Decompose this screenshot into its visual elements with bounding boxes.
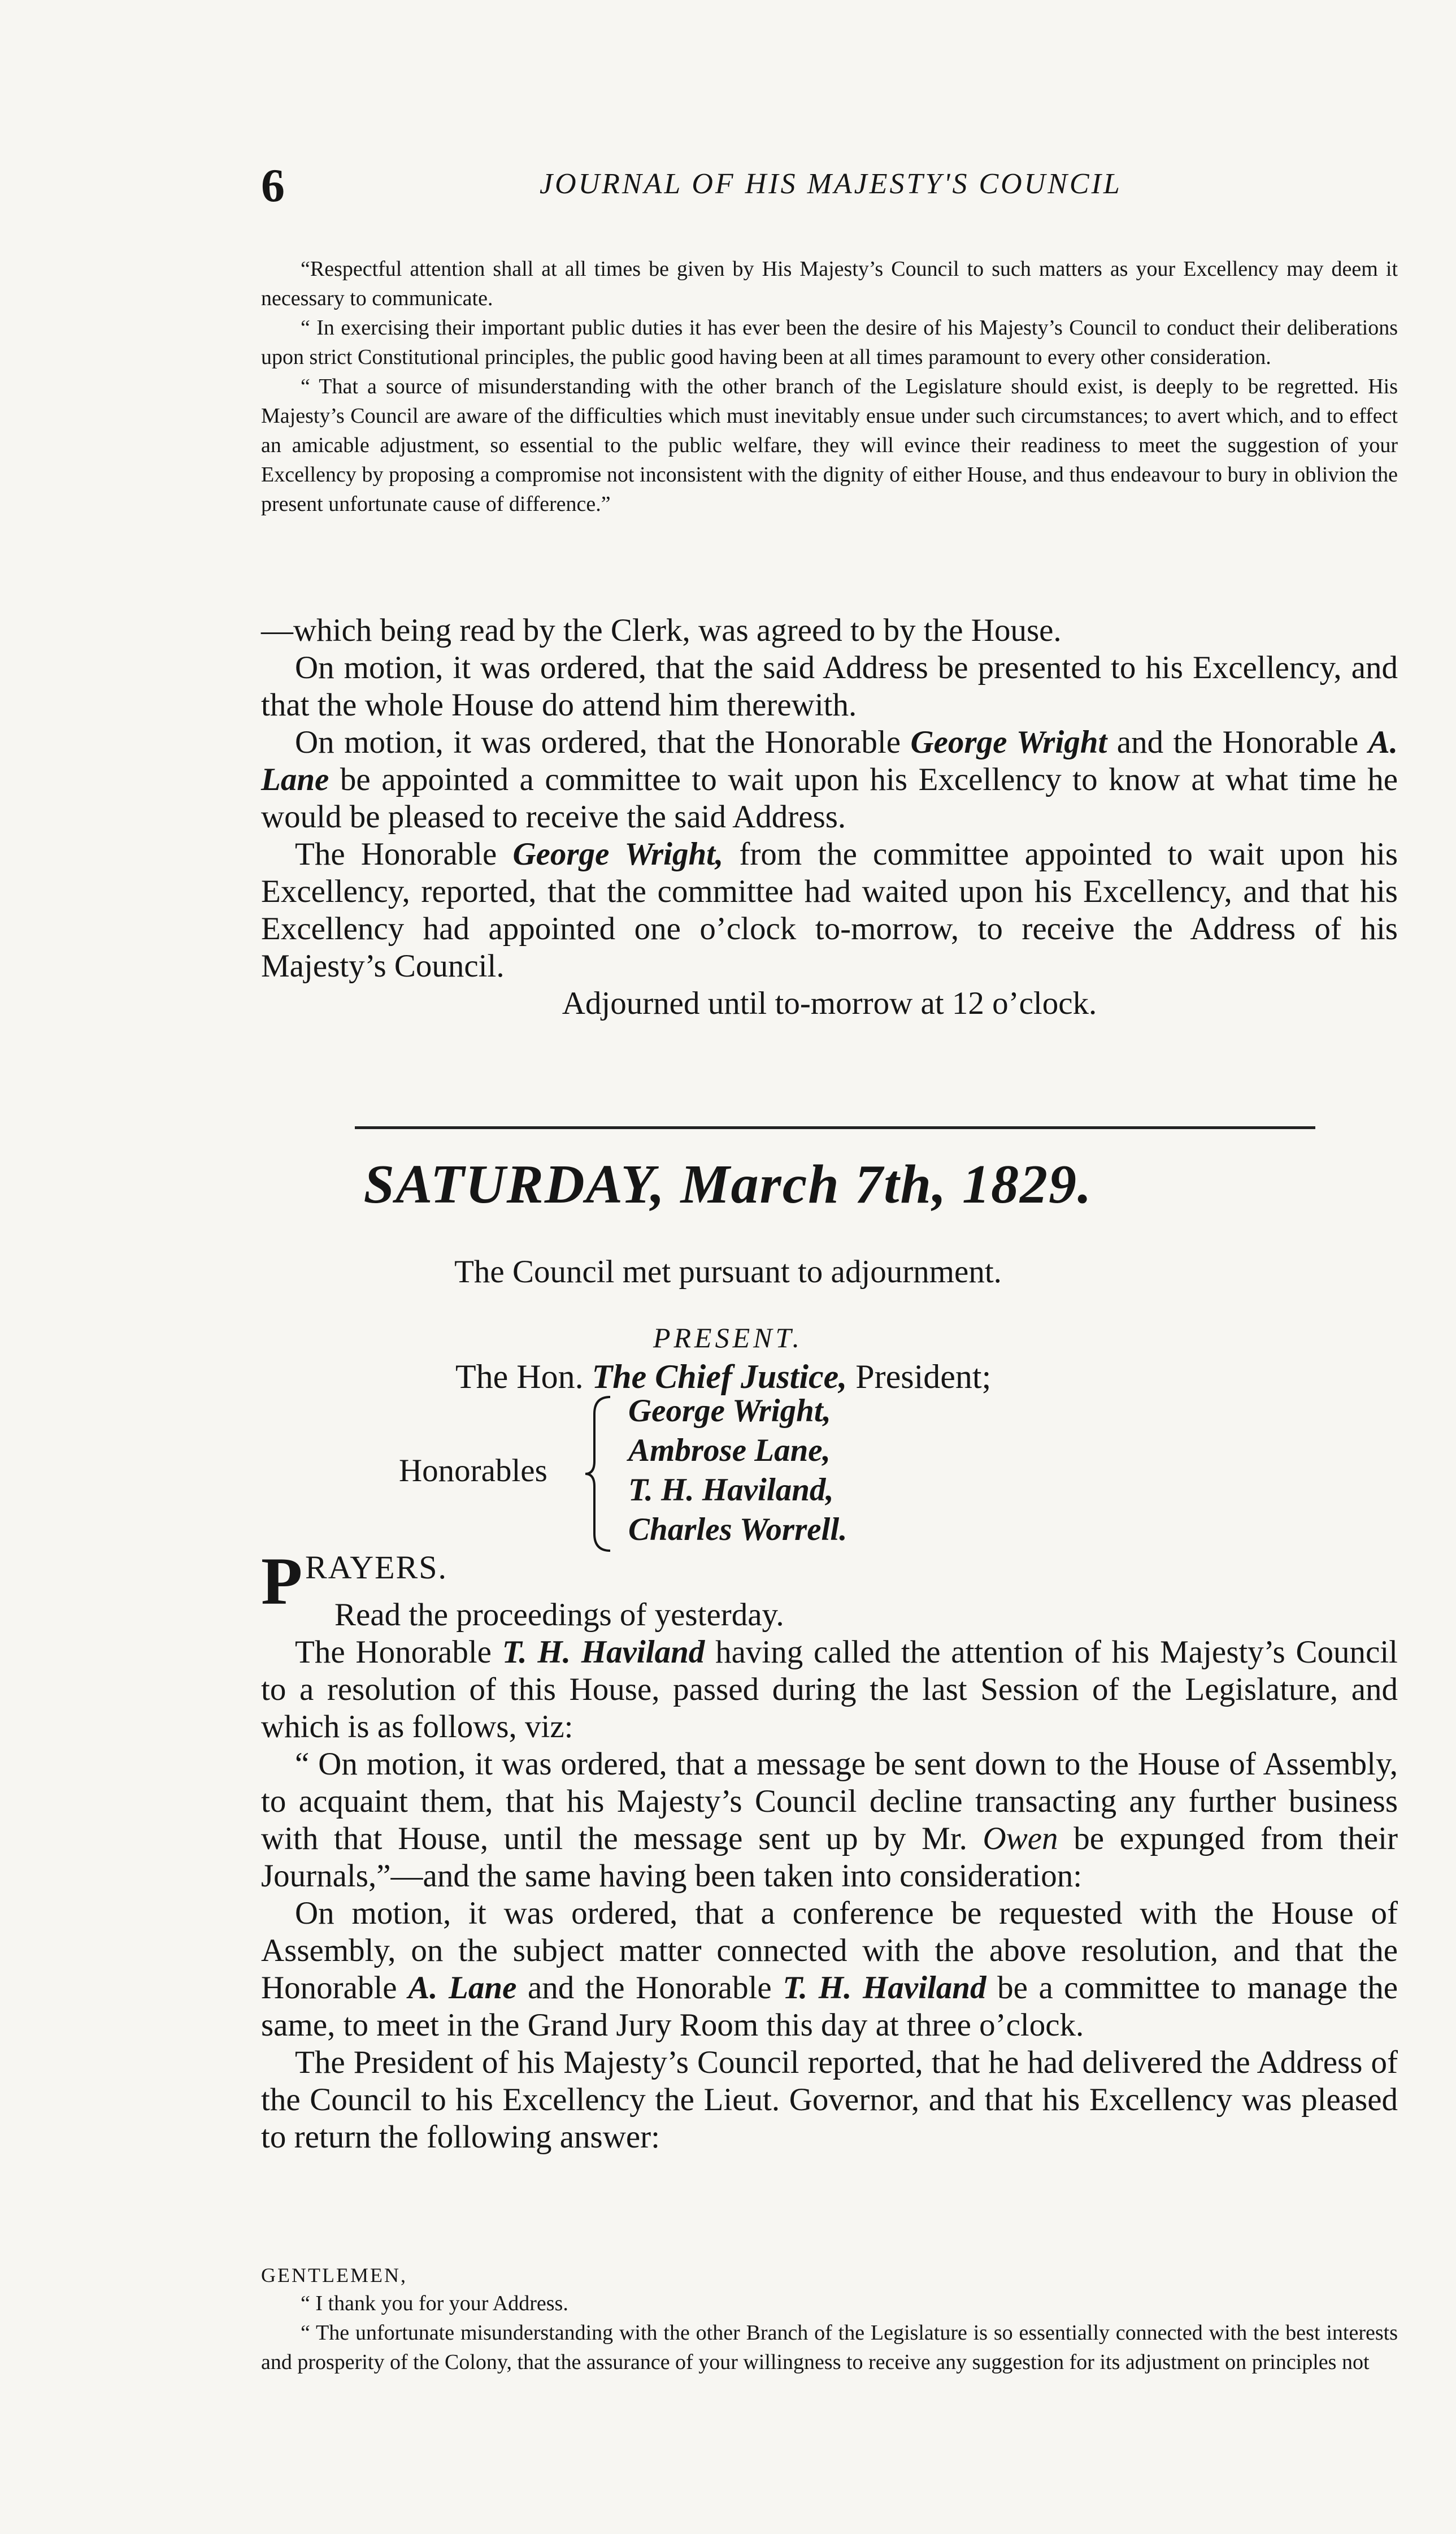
member-name: Ambrose Lane, — [628, 1433, 831, 1468]
member-name: Owen — [983, 1821, 1058, 1856]
lower-proceedings — [261, 1596, 1398, 2156]
section-divider — [355, 1126, 1315, 1129]
salutation: GENTLEMEN, — [261, 2264, 407, 2286]
read-proceedings-line: Read the proceedings of yesterday. — [334, 1597, 784, 1633]
resolution-quote-paragraph: “ On motion, it was ordered, that a message be sent down to the House of Assembly, to acquaint them, that his Majesty’s Council decline transacting any further business with that House, until the message sent up by Mr. Owen be expunged from their Journals,”—and the same having been taken into consideration: — [261, 1746, 1398, 1894]
council-address-text — [261, 254, 1398, 519]
committee-paragraph: On motion, it was ordered, that the Honorable George Wright and the Honorable A. Lane be appointed a committee to wait upon his Excellency to know at what time he would be pleased to receive the said Address. — [261, 724, 1398, 835]
council-met-line: The Council met pursuant to adjournment. — [454, 1254, 1002, 1290]
member-name: George Wright — [910, 724, 1107, 760]
prayers-heading: RAYERS. — [305, 1549, 448, 1586]
upper-proceedings — [261, 612, 1398, 1022]
present-address-paragraph: On motion, it was ordered, that the said Address be presented to his Excellency, and that the whole House do attend him therewith. — [261, 650, 1398, 723]
members-list — [628, 1391, 847, 1550]
address-paragraph: “Respectful attention shall at all times be given by His Majesty’s Council to such matters as your Excellency may deem it necessary to communicate. — [261, 257, 1398, 310]
member-name: A. Lane — [261, 724, 1398, 797]
president-line: The Hon. The Chief Justice, President; — [455, 1358, 992, 1395]
adjournment-line: Adjourned until to-morrow at 12 o’clock. — [562, 986, 1097, 1021]
answer-paragraph: “ I thank you for your Address. — [301, 2292, 568, 2315]
chief-justice-name: The Chief Justice, — [592, 1358, 847, 1395]
member-name: Charles Worrell. — [628, 1512, 847, 1547]
present-label: PRESENT. — [653, 1322, 803, 1353]
conference-paragraph: On motion, it was ordered, that a conference be requested with the House of Assembly, on the subject matter connected with the above resolution, and that the Honorable A. Lane and the Honorable T. H. Haviland be a committee to manage the same, to meet in the Grand Jury Room this day at three o’clock. — [261, 1895, 1398, 2043]
resolution-intro-paragraph: The Honorable T. H. Haviland having called the attention of his Majesty’s Council to a resolution of this House, passed during the last Session of the Legislature, and which is as follows, viz: — [261, 1634, 1398, 1745]
member-name: George Wright, — [512, 836, 724, 872]
address-paragraph: “ In exercising their important public duties it has ever been the desire of his Majesty’s Council to conduct their deliberations upon strict Constitutional principles, the public good having been at all times paramount to every other consideration. — [261, 316, 1398, 369]
member-name: George Wright, — [628, 1393, 831, 1429]
president-report-paragraph: The President of his Majesty’s Council reported, that he had delivered the Address of the Council to his Excellency the Lieut. Governor, and that his Excellency was pleased to return the following answer: — [261, 2045, 1398, 2155]
honorables-label: Honorables — [399, 1453, 547, 1489]
agreed-paragraph: —which being read by the Clerk, was agreed to by the House. — [261, 613, 1062, 648]
member-name: T. H. Haviland — [502, 1634, 705, 1670]
member-name: T. H. Haviland, — [628, 1472, 834, 1508]
answer-paragraph: “ The unfortunate misunderstanding with the other Branch of the Legislature is so essentially connected with the best interests and prosperity of the Colony, that the assurance of your willingness to receive any suggestion for its adjustment on principles not — [261, 2321, 1398, 2374]
drop-cap: P — [261, 1543, 303, 1619]
member-name: A. Lane — [408, 1970, 517, 2006]
page-header — [0, 159, 1456, 215]
curly-brace — [582, 1395, 616, 1553]
report-paragraph: The Honorable George Wright, from the committee appointed to wait upon his Excellency, reported, that the committee had waited upon his Excellency, and that his Excellency had appointed one o’clock to-morrow, to receive the Address of his Majesty’s Council. — [261, 836, 1398, 984]
running-head: JOURNAL OF HIS MAJESTY'S COUNCIL — [540, 168, 1122, 200]
page-number: 6 — [261, 159, 285, 212]
address-paragraph: “ That a source of misunderstanding with the other branch of the Legislature should exist, is deeply to be regretted. His Majesty’s Council are aware of the difficulties which must inevitably ensue under such circumstances; to avert which, and to effect an amicable adjustment, so essential to the public welfare, they will evince their readiness to meet the suggestion of your Excellency by proposing a compromise not inconsistent with the dignity of either House, and thus endeavour to bury in oblivion the present unfortunate cause of difference.” — [261, 375, 1398, 516]
day-heading: SATURDAY, March 7th, 1829. — [363, 1154, 1093, 1215]
member-name: T. H. Haviland — [783, 1970, 986, 2006]
governor-answer — [261, 2289, 1398, 2377]
